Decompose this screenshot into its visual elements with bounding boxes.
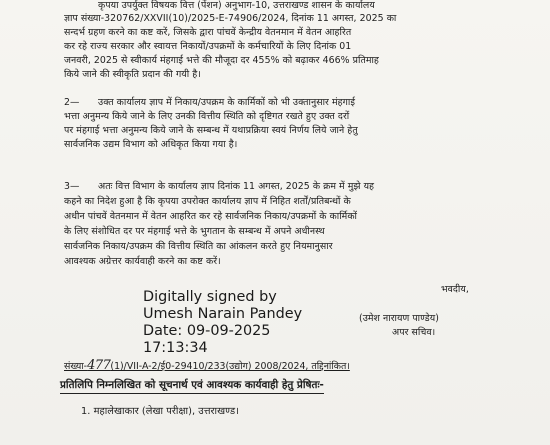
reference-number — [64, 360, 350, 373]
digital-signature-line4: 17:13:34 — [143, 340, 208, 356]
digital-signature-line1: Digitally signed by — [143, 289, 277, 305]
closing-text: भवदीय, — [441, 284, 469, 295]
signatory-name: (उमेश नारायण पाण्डेय) — [359, 313, 439, 324]
copy-item-1: 1. महालेखाकार (लेखा परीक्षा), उत्तराखण्ड। — [81, 406, 239, 417]
para1-line5: जनवरी, 2025 से स्वीकार्य मंहगाई भत्ते की मौजूदा दर 455% को बढ़ाकर 466% प्रतिमाह — [64, 55, 379, 66]
para1-line3: सन्दर्भ ग्रहण करने का कष्ट करें, जिसके द्वारा पांचवें केन्द्रीय वेतनमान में वेतन आहरित — [64, 27, 352, 38]
para3-line4: के लिए संशोधित दर पर मंहगाई भत्ते के भुगतान के सम्बन्ध में अपने अधीनस्थ — [64, 226, 325, 237]
para3-line1: अतः वित्त विभाग के कार्यालय ज्ञाप दिनांक 11 अगस्त, 2025 के क्रम में मुझे यह — [98, 181, 375, 192]
para3-line5: सार्वजनिक निकाय/उपक्रम की वित्तीय स्थिति का आंकलन करते हुए नियमानुसार — [64, 241, 333, 252]
para1-line6: किये जाने की स्वीकृति प्रदान की गयी है। — [64, 69, 201, 80]
para3-number: 3— — [64, 181, 80, 192]
reference-prefix: संख्या- — [64, 361, 88, 372]
handwritten-number: 477 — [87, 358, 111, 373]
para1-line4: कर रहे राज्य सरकार और स्वायत्त निकायों/उपक्रमों के कर्मचारियों के लिए दिनांक 01 — [64, 41, 352, 52]
signatory-designation: अपर सचिव। — [392, 327, 436, 338]
para1-line2: ज्ञाप संख्या-320762/XXVII(10)/2025-E-74906/2024, दिनांक 11 अगस्त, 2025 का — [64, 13, 397, 24]
para3-line2: कहने का निदेश हुआ है कि कृपया उपरोक्त कार्यालय ज्ञाप में निहित शर्तों/प्रतिबन्धों के — [64, 196, 351, 207]
para2-line3: पर मंहगाई भत्ता अनुमन्य किये जाने के सम्बन्ध में यथाप्रक्रिया स्वयं निर्णय लिये जाने हेतु — [64, 125, 358, 136]
para2-line1: उक्त कार्यालय ज्ञाप में निकाय/उपक्रम के कार्मिकों को भी उक्तानुसार मंहगाई — [98, 97, 356, 108]
digital-signature-line2: Umesh Narain Pandey — [143, 306, 303, 322]
para2-line2: भत्ता अनुमन्य किये जाने के लिए उनकी वित्तीय स्थिति को दृष्टिगत रखते हुए उक्त दरों — [64, 111, 350, 122]
para3-line3: अधीन पांचवें वेतनमान में वेतन आहरित कर रहे सार्वजनिक निकाय/उपक्रमों के कार्मिकों — [64, 211, 357, 222]
para2-line4: सार्वजनिक उद्यम विभाग को अधिकृत किया गया है। — [64, 139, 238, 150]
para3-line6: आवश्यक अग्रेत्तर कार्यवाही करने का कष्ट करें। — [64, 256, 221, 267]
para2-number: 2— — [64, 97, 80, 108]
digital-signature-line3: Date: 09-09-2025 — [143, 323, 271, 339]
para1-line1: कृपया उपर्युक्त विषयक वित्त (पेंशन) अनुभाग-10, उत्तराखण्ड शासन के कार्यालय — [98, 0, 375, 11]
reference-rest: (1)/VII-A-2/ई0-29410/233(उद्योग) 2008/2024, तद्दिनांकित। — [110, 361, 350, 372]
copy-heading: प्रतिलिपि निम्नलिखित को सूचनार्थ एवं आवश्यक कार्यवाही हेतु प्रेषितः- — [60, 378, 324, 394]
